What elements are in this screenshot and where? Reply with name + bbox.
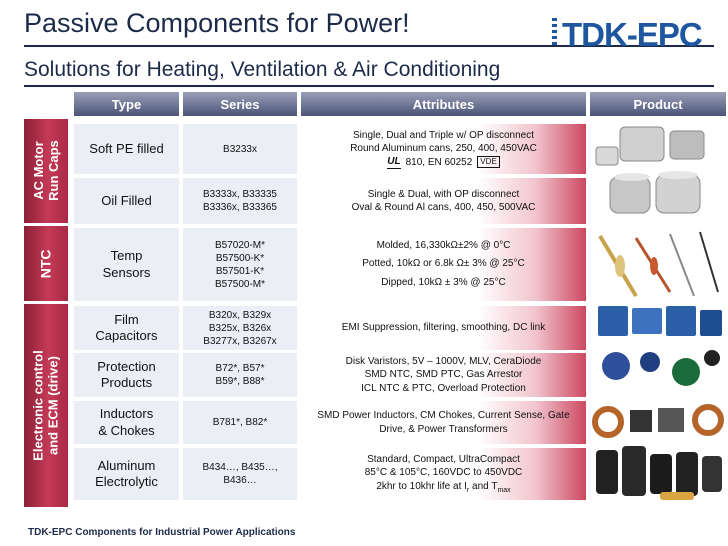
band-electronic xyxy=(24,304,68,507)
row-attr-aluminum: Standard, Compact, UltraCompact 85°C & 105°C, 160VDC to 450VDC 2khr to 10khr life at $I_r$ and $T_{max}$ xyxy=(301,448,586,500)
page-subtitle: Solutions for Heating, Ventilation & Air Conditioning xyxy=(24,58,501,81)
ul-mark-icon: UL xyxy=(387,155,400,169)
tdk-epc-logo xyxy=(552,14,712,50)
band-ac-motor-line1: AC Motor xyxy=(30,141,46,201)
band-ac-motor xyxy=(24,119,68,223)
band-ac-motor-line2: Run Caps xyxy=(45,140,61,202)
product-image-electronic xyxy=(590,304,726,505)
row-type-protection: Protection Products xyxy=(74,353,179,397)
row-attr-inductors: SMD Power Inductors, CM Chokes, Current Sense, Gate Drive, & Power Transformers xyxy=(301,401,586,444)
subtitle-divider xyxy=(24,85,714,87)
row-attr-sensors: Molded, 16,330kΩ±2% @ 0°C Potted, 10kΩ or 6.8k Ω± 3% @ 25°C Dipped, 10kΩ ± 3% @ 25°C xyxy=(301,228,586,301)
footer-text: TDK-EPC Components for Industrial Power Applications xyxy=(28,527,296,538)
header-series: Series xyxy=(183,92,297,116)
band-electronic-line2: and ECM (drive) xyxy=(45,356,60,455)
row-attr-soft-pe: Single, Dual and Triple w/ OP disconnect Round Aluminum cans, 250, 400, 450VAC UL 810, EN 60252 VDE xyxy=(301,124,586,174)
band-electronic-line1: Electronic control xyxy=(30,350,46,461)
band-ntc xyxy=(24,226,68,301)
row-attr-oil: Single & Dual, with OP disconnect Oval & Round Al cans, 400, 450, 500VAC xyxy=(301,178,586,224)
vde-mark-icon: VDE xyxy=(477,156,499,169)
header-attributes: Attributes xyxy=(301,92,586,116)
row-series-oil: B3333x, B33335 B3336x, B33365 xyxy=(183,178,297,224)
row-type-film: Film Capacitors xyxy=(74,306,179,350)
row-series-aluminum: B434…, B435…, B436… xyxy=(183,448,297,500)
row-type-aluminum: Aluminum Electrolytic xyxy=(74,448,179,500)
band-ntc-label: NTC xyxy=(37,249,54,278)
row-series-protection: B72*, B57* B59*, B88* xyxy=(183,353,297,397)
row-series-film: B320x, B329x B325x, B326x B3277x, B3267x xyxy=(183,306,297,350)
row-type-sensors: Temp Sensors xyxy=(74,228,179,301)
row-type-inductors: Inductors & Chokes xyxy=(74,401,179,444)
product-image-motor-caps xyxy=(590,119,726,224)
row-series-sensors: B57020-M* B57500-K* B57501-K* B57500-M* xyxy=(183,228,297,301)
row-attr-protection: Disk Varistors, 5V – 1000V, MLV, CeraDiode SMD NTC, SMD PTC, Gas Arrestor ICL NTC & PTC, Overload Protection xyxy=(301,353,586,397)
row-type-soft-pe: Soft PE filled xyxy=(74,124,179,174)
row-series-inductors: B781*, B82* xyxy=(183,401,297,444)
row-attr-film: EMI Suppression, filtering, smoothing, DC link xyxy=(301,306,586,350)
header-product: Product xyxy=(590,92,726,116)
page-title: Passive Components for Power! xyxy=(24,8,410,38)
row-type-oil: Oil Filled xyxy=(74,178,179,224)
logo-text: TDK-EPC xyxy=(562,16,702,50)
row-series-soft-pe: B3233x xyxy=(183,124,297,174)
header-type: Type xyxy=(74,92,179,116)
product-image-ntc xyxy=(590,226,726,302)
